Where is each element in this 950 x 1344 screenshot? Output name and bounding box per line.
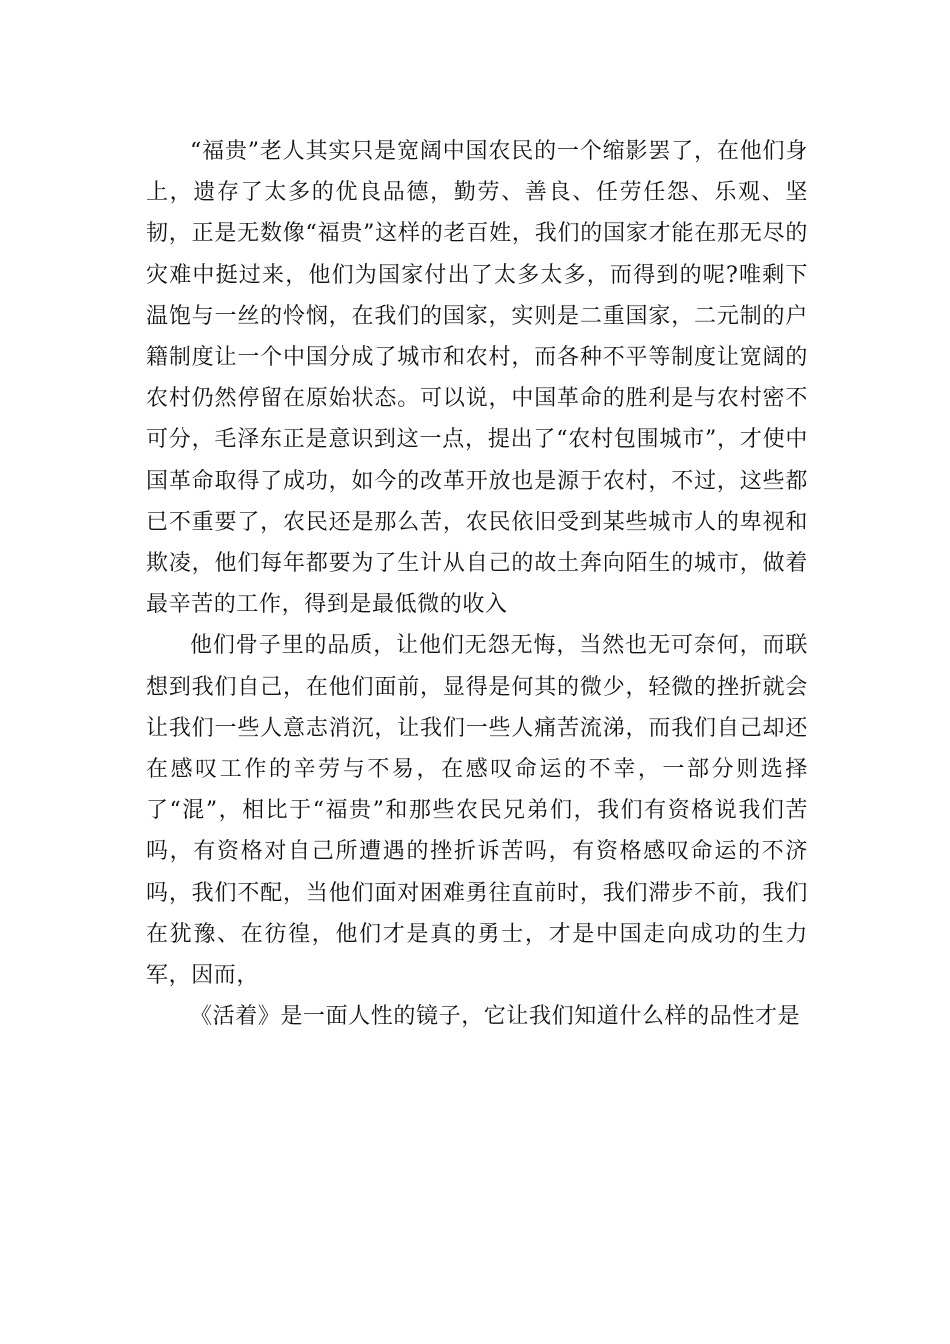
paragraph-2: 他们骨子里的品质，让他们无怨无悔，当然也无可奈何，而联想到我们自己，在他们面前，显得是何其的微少，轻微的挫折就会让我们一些人意志消沉，让我们一些人痛苦流涕，而我们自己却还在感叹工作的辛劳与不易，在感叹命运的不幸，一部分则选择了“混”，相比于“福贵”和那些农民兄弟们，我们有资格说我们苦吗，有资格对自己所遭遇的挫折诉苦吗，有资格感叹命运的不济吗，我们不配，当他们面对困难勇往直前时，我们滞步不前，我们在犹豫、在彷徨，他们才是真的勇士，才是中国走向成功的生力军，因而， [146, 633, 808, 989]
document-body [146, 131, 808, 1037]
paragraph-3: 《活着》是一面人性的镜子，它让我们知道什么样的品性才是 [190, 1004, 801, 1030]
paragraph-1: “福贵”老人其实只是宽阔中国农民的一个缩影罢了，在他们身上，遗存了太多的优良品德，勤劳、善良、任劳任怨、乐观、坚韧，正是无数像“福贵”这样的老百姓，我们的国家才能在那无尽的灾难中挺过来，他们为国家付出了太多太多，而得到的呢?唯剩下温饱与一丝的怜悯，在我们的国家，实则是二重国家，二元制的户籍制度让一个中国分成了城市和农村，而各种不平等制度让宽阔的农村仍然停留在原始状态。可以说，中国革命的胜利是与农村密不可分，毛泽东正是意识到这一点，提出了“农村包围城市”，才使中国革命取得了成功，如今的改革开放也是源于农村，不过，这些都已不重要了，农民还是那么苦，农民依旧受到某些城市人的卑视和欺凌，他们每年都要为了生计从自己的故土奔向陌生的城市，做着最辛苦的工作，得到是最低微的收入 [146, 139, 808, 618]
